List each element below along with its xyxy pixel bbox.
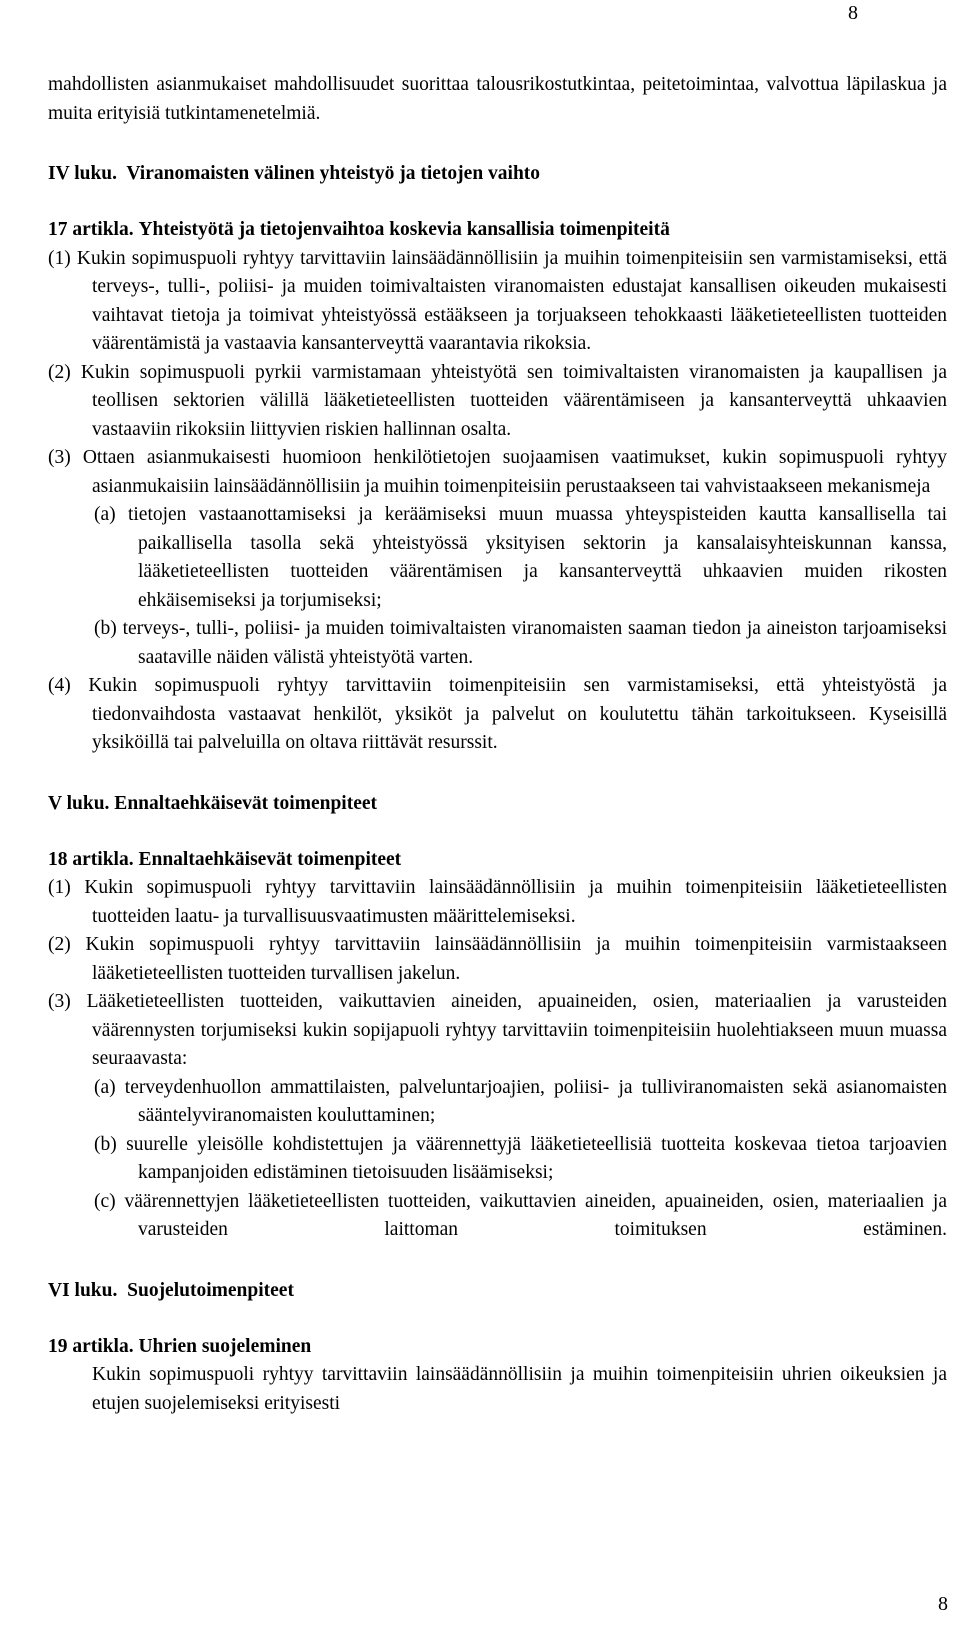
document-body (48, 71, 947, 1418)
article-19-heading (48, 1333, 947, 1362)
article-18-heading (48, 846, 947, 875)
article-18-title: Ennaltaehkäisevät toimenpiteet (138, 848, 402, 870)
article-17-para-3b: (b) terveys-, tulli-, poliisi- ja muiden toimivaltaisten viranomaisten saaman tiedon ja aineiston tarjoamiseksi saataville näiden välistä yhteistyötä varten. (94, 618, 947, 668)
article-17-para-2: (2) Kukin sopimuspuoli pyrkii varmistamaan yhteistyötä sen toimivaltaisten viranomaisten ja kaupallisen ja teollisen sektorien välillä lääketieteellisten tuotteiden väärentämiseen ja kansanterveyttä uhkaavien vastaaviin rikoksiin liittyvien riskien hallinnan osalta. (48, 361, 947, 440)
article-17-para-1: (1) Kukin sopimuspuoli ryhtyy tarvittaviin lainsäädännöllisiin ja muihin toimenpiteisiin sen varmistamiseksi, että terveys-, tulli-, poliisi- ja muiden toimivaltaisten viranomaisten edustajat kansallisen oikeuden mukaisesti vaihtavat tietoja ja toimivat yhteistyössä estääkseen ja torjuakseen tehokkaasti lääketieteellisten tuotteiden väärentämistä ja vastaavia kansanterveyttä vaarantavia rikoksia. (48, 247, 947, 354)
article-17-title: Yhteistyötä ja tietojenvaihtoa koskevia kansallisia toimenpiteitä (138, 219, 670, 240)
article-17-para-4: (4) Kukin sopimuspuoli ryhtyy tarvittaviin toimenpiteisiin sen varmistamiseksi, että yhteistyöstä ja tiedonvaihdosta vastaavat henkilöt, yksiköt ja palvelut on koulutettu tähän tarkoitukseen. Kyseisillä yksiköillä tai palveluilla on oltava riittävät resurssit. (48, 675, 947, 753)
chapter-4-heading: IV luku. Viranomaisten välinen yhteistyö ja tietojen vaihto (48, 163, 541, 184)
article-18-para-3: (3) Lääketieteellisten tuotteiden, vaikuttavien aineiden, apuaineiden, osien, materiaalien ja varusteiden väärennysten torjumiseksi kukin sopijapuoli ryhtyy tarvittaviin toimenpiteisiin huolehtiakseen muun muassa seuraavasta: (48, 991, 947, 1069)
intro-paragraph: mahdollisten asianmukaiset mahdollisuudet suorittaa talousrikostutkintaa, peitetoimintaa, valvottua läpilaskua ja muita erityisiä tutkintamenetelmiä. (48, 74, 947, 124)
article-19-para-1: Kukin sopimuspuoli ryhtyy tarvittaviin lainsäädännöllisiin ja muihin toimenpiteisiin uhrien oikeuksien ja etujen suojelemiseksi erityisesti (92, 1364, 947, 1414)
article-18-para-1: (1) Kukin sopimuspuoli ryhtyy tarvittaviin lainsäädännöllisiin ja muihin toimenpiteisiin lääketieteellisten tuotteiden laatu- ja turvallisuusvaatimusten määrittelemiseksi. (48, 877, 947, 927)
chapter-5-heading: V luku. Ennaltaehkäisevät toimenpiteet (48, 792, 378, 814)
article-18-number: 18 artikla. (48, 848, 134, 870)
article-18-para-3c: (c) väärennettyjen lääketieteellisten tuotteiden, vaikuttavien aineiden, apuaineiden, osien, materiaalien ja varusteiden laittoman toimituksen estäminen. (94, 1190, 947, 1240)
page-number-bottom: 8 (938, 1593, 948, 1615)
article-18-para-2: (2) Kukin sopimuspuoli ryhtyy tarvittaviin lainsäädännöllisiin ja muihin toimenpiteisiin varmistaakseen lääketieteellisten tuotteiden turvallisen jakelun. (48, 934, 947, 984)
article-17-heading (48, 216, 947, 245)
article-19-title: Uhrien suojeleminen (138, 1335, 312, 1357)
article-19-number: 19 artikla. (48, 1335, 134, 1357)
article-17-para-3a: (a) tietojen vastaanottamiseksi ja keräämiseksi muun muassa yhteyspisteiden kautta kansallisella tai paikallisella tasolla sekä yhteistyössä yksityisen sektorin ja kansalaisyhteiskunnan kanssa, lääketieteellisten tuotteiden väärentämisen ja kansanterveyttä uhkaavien muiden rikosten ehkäisemiseksi ja torjumiseksi; (94, 504, 947, 611)
page-number-top: 8 (848, 2, 858, 24)
article-18-para-3a: (a) terveydenhuollon ammattilaisten, palveluntarjoajien, poliisi- ja tulliviranomaisten sekä asianomaisten sääntelyviranomaisten kouluttaminen; (94, 1076, 947, 1126)
article-18-para-3b: (b) suurelle yleisölle kohdistettujen ja väärennettyjä lääketieteellisiä tuotteita koskevaa tietoa tarjoavien kampanjoiden edistäminen tietoisuuden lisäämiseksi; (94, 1133, 947, 1183)
chapter-6-heading: VI luku. Suojelutoimenpiteet (48, 1279, 294, 1301)
article-17-number: 17 artikla. (48, 219, 134, 240)
article-17-para-3: (3) Ottaen asianmukaisesti huomioon henkilötietojen suojaamisen vaatimukset, kukin sopimuspuoli ryhtyy asianmukaisiin lainsäädännöllisiin ja muihin toimenpiteisiin perustaakseen tai vahvistaakseen mekanismeja (48, 447, 947, 497)
